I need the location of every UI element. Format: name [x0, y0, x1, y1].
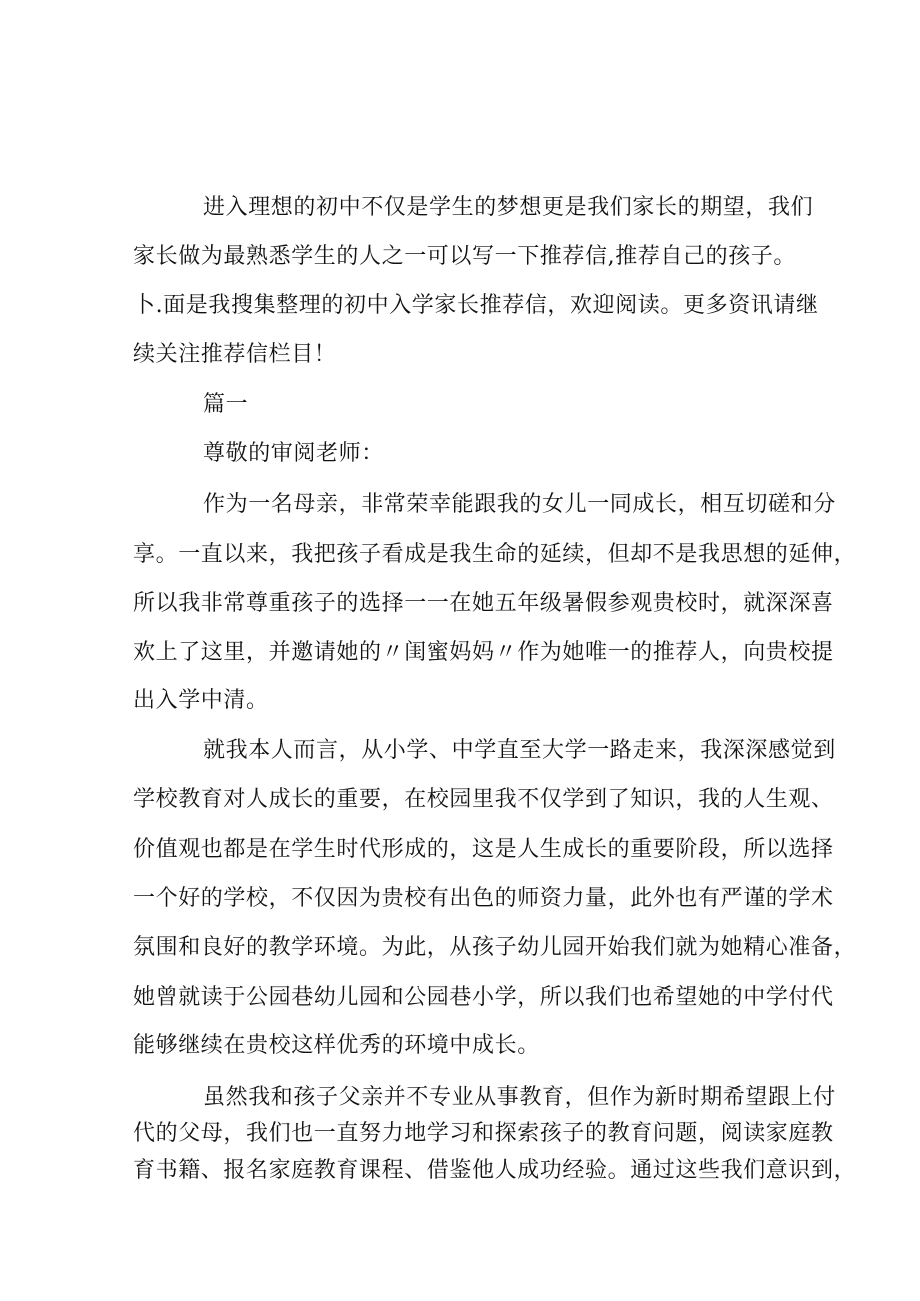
- paragraph2-line-5: 氛围和良好的教学环境。为此，从孩子幼儿园开始我们就为她精心准备，: [133, 935, 857, 960]
- intro-line-1: 进入理想的初中不仅是学生的梦想更是我们家长的期望，我们: [203, 195, 814, 220]
- paragraph2-line-2: 学校教育对人成长的重要，在校园里我不仅学到了知识，我的人生观、: [133, 787, 834, 812]
- salutation: 尊敬的审阅老师：: [203, 441, 384, 466]
- intro-line-2: 家长做为最熟悉学生的人之一可以写一下推荐信,推荐自己的孩子。: [133, 244, 796, 269]
- paragraph2-line-1: 就我本人而言，从小学、中学直至大学一路走来，我深深感觉到: [203, 738, 836, 763]
- paragraph1-line-2: 享。一直以来，我把孩子看成是我生命的延续，但却不是我思想的延伸，: [133, 542, 857, 567]
- paragraph3-line-1: 虽然我和孩子父亲并不专业从事教育，但作为新时期希望跟上付: [203, 1085, 836, 1110]
- paragraph3-line-2: 代的父母，我们也一直努力地学习和探索孩子的教育问题，阅读家庭教: [133, 1121, 834, 1146]
- section-title: 篇一: [203, 392, 249, 417]
- paragraph1-line-3: 所以我非常尊重孩子的选择一一在她五年级暑假参观贵校时，就深深喜: [133, 591, 834, 616]
- paragraph2-line-4: 一个好的学校，不仅因为贵校有出色的师资力量，此外也有严谨的学术: [133, 886, 834, 911]
- intro-line-3: 卜.面是我搜集整理的初中入学家长推荐信，欢迎阅读。更多资讯请继: [133, 293, 819, 318]
- paragraph1-line-4: 欢上了这里，并邀请她的〃闺蜜妈妈〃作为她唯一的推荐人，向贵校提: [133, 640, 834, 665]
- paragraph2-line-6: 她曾就读于公园巷幼儿园和公园巷小学，所以我们也希望她的中学付代: [133, 985, 834, 1010]
- paragraph1-line-5: 出入学中清。: [133, 688, 269, 713]
- paragraph1-line-1: 作为一名母亲，非常荣幸能跟我的女儿一同成长，相互切磋和分: [203, 492, 836, 517]
- paragraph3-line-3: 育书籍、报名家庭教育课程、借鉴他人成功经验。通过这些我们意识到，: [133, 1158, 857, 1183]
- paragraph2-line-3: 价值观也都是在学生时代形成的，这是人生成长的重要阶段，所以选择: [133, 837, 834, 862]
- paragraph2-line-7: 能够继续在贵校这样优秀的环境中成长。: [133, 1033, 540, 1058]
- intro-line-4: 续关注推荐信栏目！: [133, 342, 337, 367]
